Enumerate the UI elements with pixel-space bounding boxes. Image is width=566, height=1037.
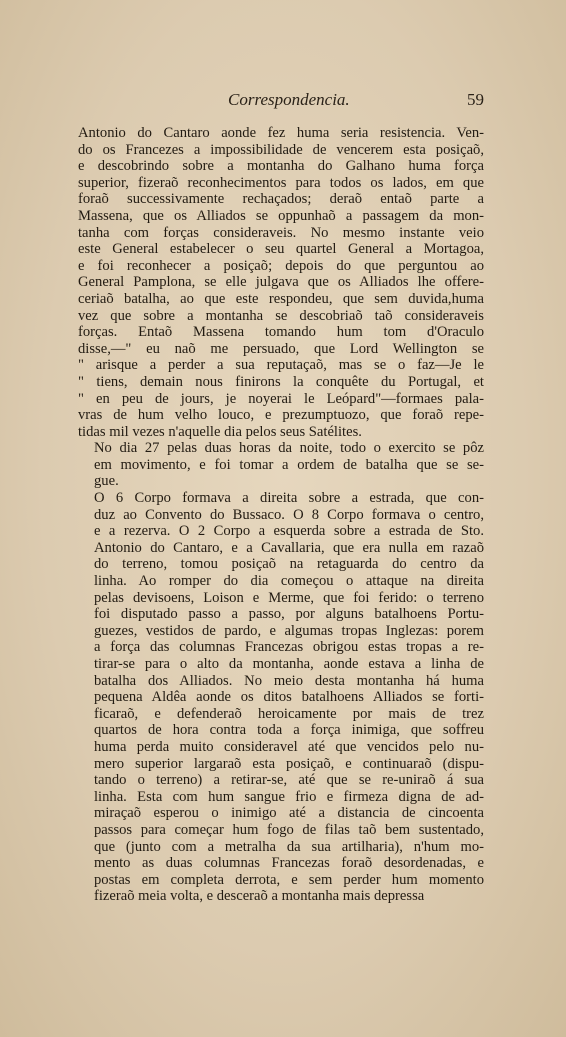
page-header: [78, 90, 484, 112]
text-line: No dia 27 pelas duas horas da noite, todo o exercito se pôz: [94, 440, 484, 457]
text-line: linha. Esta com hum sangue frio e firmeza digna de ad-: [94, 788, 484, 805]
text-line: do terreno, tomou posiçaõ na retaguarda do centro da: [94, 556, 484, 573]
text-line: quartos de hora contra toda a força inimiga, que soffreu: [94, 722, 484, 739]
text-line: mero superior largaraõ esta posiçaõ, e continuaraõ (dispu-: [94, 755, 484, 772]
paragraph: [78, 440, 484, 490]
text-line: e foi reconhecer a posiçaõ; depois do que perguntou ao: [78, 257, 484, 274]
text-line: huma perda muito consideravel até que vencidos pelo nu-: [94, 738, 484, 755]
text-line: e descobrindo sobre a montanha do Galhano huma força: [78, 158, 484, 175]
text-line: Antonio do Cantaro, e a Cavallaria, que era nulla em razaõ: [94, 539, 484, 556]
text-line: foi disputado passo a passo, por alguns batalhoens Portu-: [94, 606, 484, 623]
page-number: 59: [467, 90, 484, 109]
text-line: " tiens, demain nous finirons la conquête du Portugal, et: [78, 373, 484, 390]
text-line: miraçaõ esperou o inimigo até a distancia de cincoenta: [94, 805, 484, 822]
text-line: foraõ successivamente rechaçados; deraõ entaõ parte a: [78, 191, 484, 208]
text-line: ceriaõ batalha, ao que este respondeu, que sem duvida,huma: [78, 290, 484, 307]
text-line: pelas devisoens, Loison e Merme, que foi ferido: o terreno: [94, 589, 484, 606]
text-line: ficaraõ, e defenderaõ heroicamente por mais de trez: [94, 705, 484, 722]
text-line: pequena Aldêa aonde os ditos batalhoens Alliados se forti-: [94, 689, 484, 706]
running-head: Correspondencia.: [228, 90, 350, 109]
paragraph: [78, 490, 484, 905]
text-line: tidas mil vezes n'aquelle dia pelos seus Satélites.: [78, 423, 362, 440]
text-line: fizeraõ meia volta, e desceraõ a montanha mais depressa: [94, 888, 425, 905]
text-line: e a rezerva. O 2 Corpo a esquerda sobre a estrada de Sto.: [94, 523, 484, 540]
text-line: tanha com forças consideraveis. No mesmo instante veio: [78, 224, 484, 241]
paragraph: [78, 125, 484, 440]
text-line: " en peu de jours, je noyerai le Leópard"—formaes pala-: [78, 390, 484, 407]
text-line: passos para começar hum fogo de filas taõ bem sustentado,: [94, 821, 484, 838]
text-line: em movimento, e foi tomar a ordem de batalha que se se-: [94, 456, 484, 473]
text-line: tirar-se para o alto da montanha, aonde estava a linha de: [94, 656, 484, 672]
text-line: guezes, vestidos de pardo, e algumas tropas Inglezas: porem: [94, 622, 484, 639]
text-line: do os Francezes a impossibilidade de vencerem esta posiçaõ,: [78, 141, 484, 158]
text-line: batalha dos Alliados. No meio desta montanha há huma: [94, 672, 484, 689]
text-line: General Pamplona, se elle julgava que os Alliados lhe offere-: [78, 274, 484, 291]
text-line: duz ao Convento do Bussaco. O 8 Corpo formava o centro,: [94, 506, 484, 523]
text-line: mento as duas columnas Francezas foraõ desordenadas, e: [94, 855, 484, 872]
text-line: gue.: [94, 473, 119, 490]
text-line: superior, fizeraõ reconhecimentos para todos os lados, em que: [78, 174, 484, 191]
body-text: [78, 125, 484, 905]
text-line: tando o terreno) a retirar-se, até que se re-uniraõ á sua: [94, 772, 484, 789]
text-line: Antonio do Cantaro aonde fez huma seria resistencia. Ven-: [78, 125, 484, 141]
text-line: disse,—" eu naõ me persuado, que Lord Wellington se: [78, 340, 484, 357]
text-line: " arisque a perder a sua reputaçaõ, mas se o faz—Je le: [78, 357, 484, 374]
text-line: vez que sobre a montanha se descobriaõ taõ consideraveis: [78, 307, 484, 324]
text-line: forças. Entaõ Massena tomando hum tom d'Oraculo: [78, 324, 484, 341]
text-line: O 6 Corpo formava a direita sobre a estrada, que con-: [94, 490, 484, 507]
text-line: postas em completa derrota, e sem perder hum momento: [94, 871, 484, 888]
text-line: Massena, que os Alliados se oppunhaõ a passagem da mon-: [78, 207, 484, 224]
text-line: a força das columnas Francezas obrigou estas tropas a re-: [94, 639, 484, 656]
text-line: que (junto com a metralha da sua artilharia), n'hum mo-: [94, 838, 484, 855]
text-line: este General estabelecer o seu quartel General a Mortagoa,: [78, 241, 484, 258]
text-line: linha. Ao romper do dia começou o attaque na direita: [94, 573, 484, 590]
text-line: vras de hum velho louco, e prezumptuozo, que foraõ repe-: [78, 407, 484, 424]
